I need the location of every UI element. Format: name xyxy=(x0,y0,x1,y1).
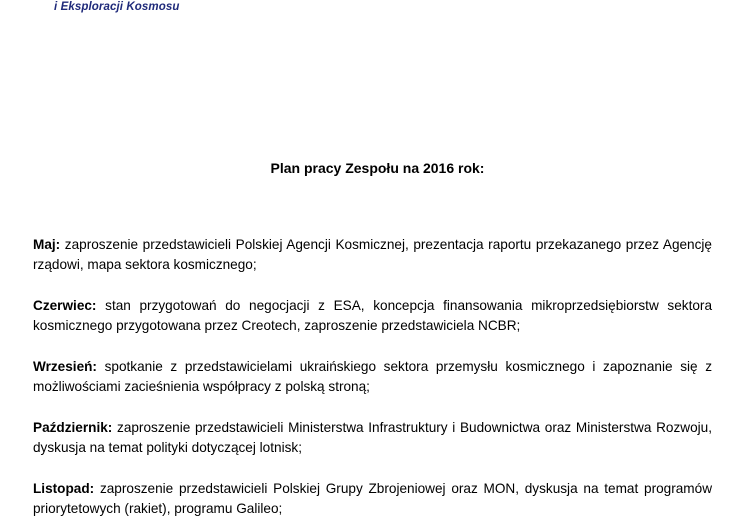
plan-list xyxy=(33,235,712,519)
entry-text: spotkanie z przedstawicielami ukraińskiego sektora przemysłu kosmicznego i zapoznanie się z możliwościami zacieśnienia współpracy z polską stroną; xyxy=(33,359,712,394)
document-title: Plan pracy Zespołu na 2016 rok: xyxy=(270,160,485,176)
organization-name: i Eksploracji Kosmosu xyxy=(54,1,180,13)
plan-entry-may xyxy=(33,235,712,275)
month-label: Czerwiec: xyxy=(33,298,97,313)
month-label: Październik: xyxy=(33,420,113,435)
entry-text: zaproszenie przedstawicieli Ministerstwa Infrastruktury i Budownictwa oraz Ministerstwa Rozwoju, dyskusja na temat polityki dotyczącej lotnisk; xyxy=(33,420,713,455)
month-label: Listopad: xyxy=(33,481,95,496)
entry-text: zaproszenie przedstawicieli Polskiej Agencji Kosmicznej, prezentacja raportu przekazanego przez Agencję rządowi, mapa sektora kosmicznego; xyxy=(33,237,712,272)
month-label: Maj: xyxy=(33,237,61,252)
plan-entry-october xyxy=(33,418,712,458)
entry-text: stan przygotowań do negocjacji z ESA, koncepcja finansowania mikroprzedsiębiorstw sektora kosmicznego przygotowana przez Creotech, zaproszenie przedstawiciela NCBR; xyxy=(33,298,713,333)
plan-entry-june xyxy=(33,296,712,336)
month-label: Wrzesień: xyxy=(33,359,97,374)
plan-entry-september xyxy=(33,357,712,397)
entry-text: zaproszenie przedstawicieli Polskiej Grupy Zbrojeniowej oraz MON, dyskusja na temat programów priorytetowych (rakiet), programu Galileo; xyxy=(33,481,713,516)
plan-entry-november xyxy=(33,479,712,519)
